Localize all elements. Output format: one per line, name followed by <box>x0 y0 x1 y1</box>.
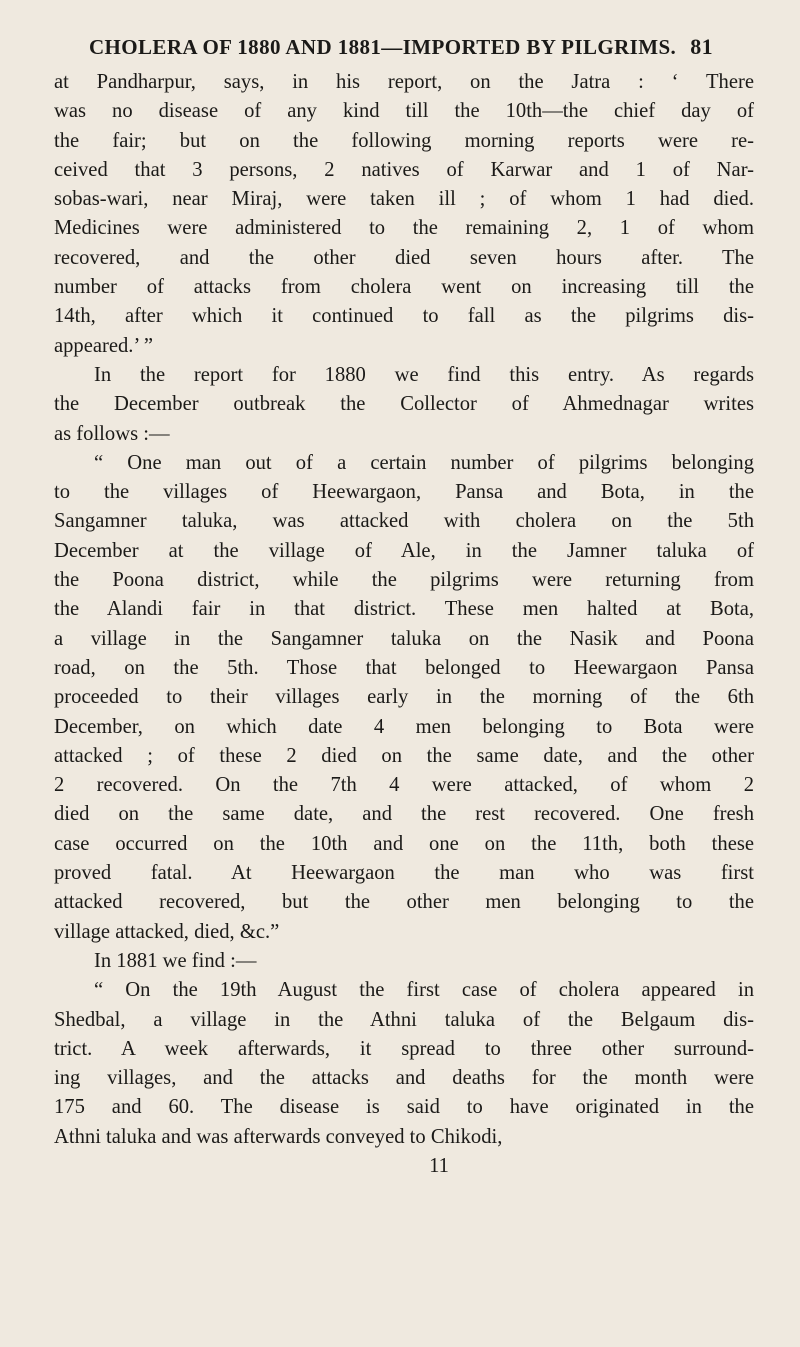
text-line: “ One man out of a certain number of pilgrims belonging <box>94 451 754 474</box>
text-line: died on the same date, and the rest recovered. One fresh <box>54 803 754 826</box>
text-line: case occurred on the 10th and one on the 11th, both these <box>54 832 754 855</box>
text-line: number of attacks from cholera went on increasing till the <box>54 276 754 299</box>
running-header <box>48 34 754 68</box>
paragraph <box>54 449 754 947</box>
text-line: sobas-wari, near Miraj, were taken ill ; of whom 1 had died. <box>54 188 754 211</box>
text-line: was no disease of any kind till the 10th—the chief day of <box>54 100 754 123</box>
text-line: the Alandi fair in that district. These men halted at Bota, <box>54 598 754 621</box>
text-line: proceeded to their villages early in the morning of the 6th <box>54 686 754 709</box>
signature-mark: 11 <box>429 1154 449 1177</box>
text-line: attacked recovered, but the other men belonging to the <box>54 891 754 914</box>
text-line: as follows :— <box>54 422 170 445</box>
text-line: to the villages of Heewargaon, Pansa and Bota, in the <box>54 481 754 504</box>
text-line: ceived that 3 persons, 2 natives of Karwar and 1 of Nar- <box>54 158 754 181</box>
text-line: December, on which date 4 men belonging to Bota were <box>54 715 754 738</box>
text-line: Athni taluka and was afterwards conveyed to Chikodi, <box>54 1125 503 1148</box>
body-text <box>54 68 754 1152</box>
text-line: road, on the 5th. Those that belonged to Heewargaon Pansa <box>54 656 754 679</box>
paragraph <box>54 68 754 361</box>
text-line: In 1881 we find :— <box>94 949 257 972</box>
paragraph <box>54 976 754 1152</box>
text-line: December at the village of Ale, in the Jamner taluka of <box>54 539 754 562</box>
paragraph <box>54 361 754 449</box>
text-line: 175 and 60. The disease is said to have originated in the <box>54 1096 754 1119</box>
book-page <box>54 34 754 1181</box>
text-line: at Pandharpur, says, in his report, on the Jatra : ‘ There <box>54 71 754 93</box>
running-title: CHOLERA OF 1880 AND 1881—IMPORTED BY PILGRIMS. <box>88 35 677 59</box>
text-line: Sangamner taluka, was attacked with cholera on the 5th <box>54 510 754 533</box>
text-line: Medicines were administered to the remaining 2, 1 of whom <box>54 217 754 240</box>
text-line: appeared.’ ” <box>54 334 154 357</box>
text-line: 14th, after which it continued to fall as the pilgrims dis- <box>54 305 754 328</box>
text-line: 2 recovered. On the 7th 4 were attacked, of whom 2 <box>54 774 754 797</box>
text-line: attacked ; of these 2 died on the same date, and the other <box>54 744 754 767</box>
text-line: the fair; but on the following morning reports were re- <box>54 129 754 152</box>
text-line: Shedbal, a village in the Athni taluka of the Belgaum dis- <box>54 1008 754 1031</box>
text-line: village attacked, died, &c.” <box>54 920 280 943</box>
text-line: proved fatal. At Heewargaon the man who was first <box>54 862 754 885</box>
text-line: In the report for 1880 we find this entry. As regards <box>94 363 754 386</box>
text-line: a village in the Sangamner taluka on the Nasik and Poona <box>54 627 754 650</box>
text-line: the December outbreak the Collector of Ahmednagar writes <box>54 393 754 416</box>
text-line: the Poona district, while the pilgrims were returning from <box>54 569 754 592</box>
text-line: ing villages, and the attacks and deaths for the month were <box>54 1067 754 1090</box>
paragraph <box>54 947 754 976</box>
text-line: recovered, and the other died seven hours after. The <box>54 246 754 269</box>
text-line: trict. A week afterwards, it spread to three other surround- <box>54 1037 754 1060</box>
page-number: 81 <box>690 34 714 59</box>
text-line: “ On the 19th August the first case of cholera appeared in <box>94 979 754 1002</box>
